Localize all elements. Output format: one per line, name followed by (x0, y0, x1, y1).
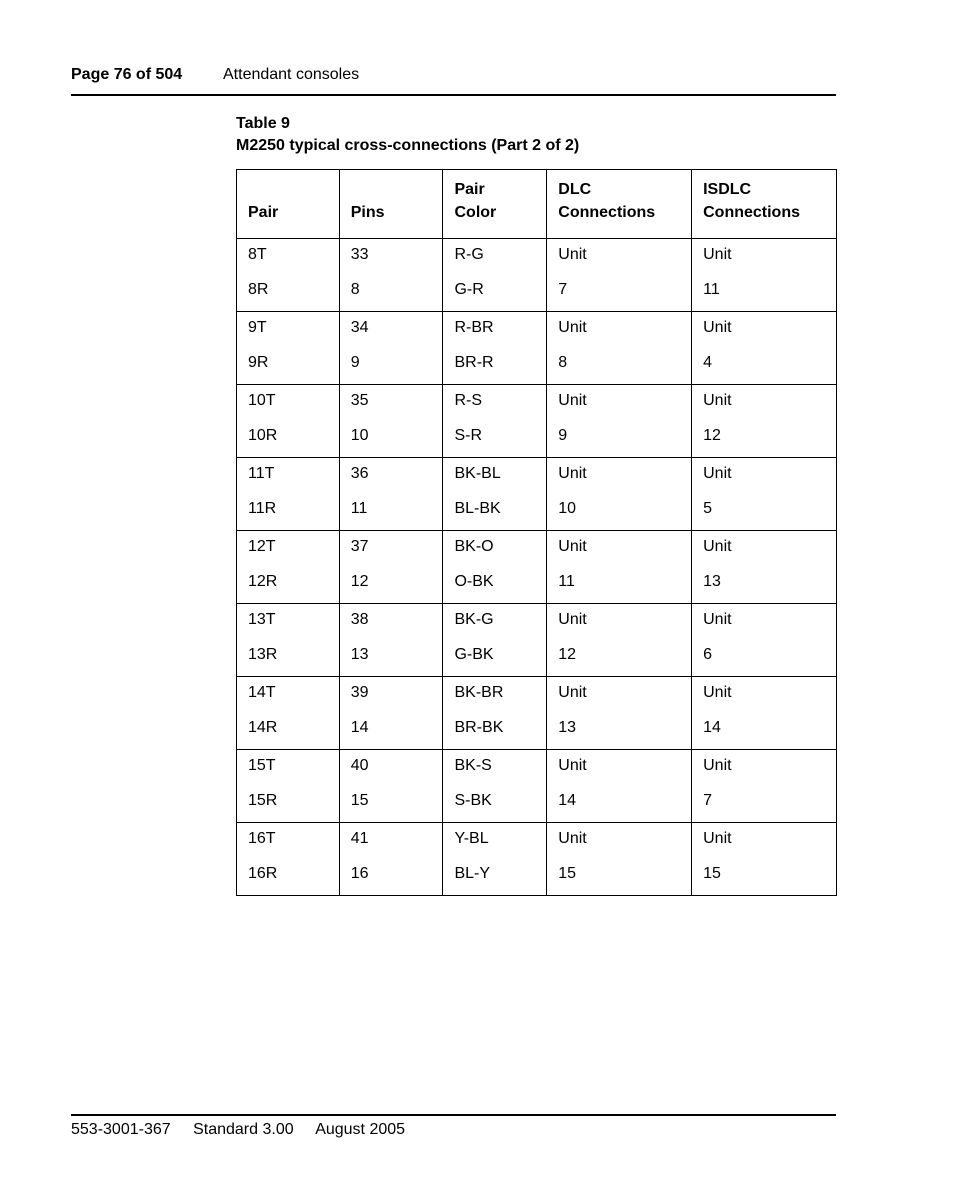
table-label: Table 9 (236, 115, 290, 132)
cell-pair-top: 14T (248, 684, 276, 701)
cell-isdlc-top: Unit (703, 246, 732, 263)
cell-pins (339, 458, 443, 531)
cell-pair-bottom: 12R (248, 573, 278, 590)
cell-dlc-top: Unit (558, 392, 587, 409)
cell-pins-top: 39 (350, 684, 369, 701)
table-title: M2250 typical cross-connections (Part 2 of 2) (236, 137, 580, 154)
page-header (71, 66, 836, 96)
cell-dlc-bottom: 9 (558, 427, 568, 444)
cell-dlc (547, 823, 692, 896)
standard-version: Standard 3.00 (193, 1121, 294, 1138)
cell-dlc-top: Unit (558, 538, 587, 555)
cell-isdlc-bottom: 15 (703, 865, 721, 882)
page-footer (71, 1114, 836, 1139)
cell-dlc (547, 385, 692, 458)
cell-dlc-bottom: 8 (558, 354, 568, 371)
cell-pair (237, 385, 340, 458)
cell-pins-top: 34 (350, 319, 369, 336)
cell-pins-bottom: 11 (350, 500, 368, 517)
cell-pins-top: 40 (350, 757, 369, 774)
table-caption (236, 113, 579, 157)
column-header-pair-color: Pair Color (443, 170, 547, 239)
cell-pins (339, 677, 443, 750)
cell-isdlc (692, 312, 837, 385)
cell-color-top: BK-BR (454, 684, 504, 701)
cell-color (443, 312, 547, 385)
cell-pins-bottom: 10 (350, 427, 369, 444)
cell-dlc-bottom: 15 (558, 865, 577, 882)
page-number: Page 76 of 504 (71, 66, 183, 83)
cell-pair-top: 9T (248, 319, 267, 336)
cell-isdlc (692, 385, 837, 458)
cell-pair-top: 8T (248, 246, 267, 263)
table-row (237, 239, 837, 312)
cross-connections-table (236, 169, 837, 896)
cell-color-bottom: G-R (454, 281, 484, 298)
cell-pins (339, 385, 443, 458)
cell-pair-bottom: 16R (248, 865, 278, 882)
cell-pins-top: 35 (350, 392, 369, 409)
cell-pair-bottom: 15R (248, 792, 278, 809)
cell-pins-bottom: 13 (350, 646, 369, 663)
cell-isdlc (692, 239, 837, 312)
cell-isdlc-bottom: 7 (703, 792, 713, 809)
cell-color-top: BK-BL (454, 465, 501, 482)
cell-pair-bottom: 11R (248, 500, 277, 517)
cell-pair-top: 15T (248, 757, 276, 774)
cell-dlc-top: Unit (558, 611, 587, 628)
cell-isdlc-bottom: 11 (703, 281, 720, 298)
cell-pair (237, 750, 340, 823)
cell-pins-bottom: 14 (350, 719, 369, 736)
table-row (237, 458, 837, 531)
cell-color-top: BK-S (454, 757, 492, 774)
cell-isdlc-bottom: 5 (703, 500, 713, 517)
cell-color (443, 604, 547, 677)
cell-color-bottom: BL-BK (454, 500, 501, 517)
cell-dlc-bottom: 7 (558, 281, 568, 298)
cell-color-top: R-G (454, 246, 484, 263)
cell-color (443, 458, 547, 531)
table-row (237, 677, 837, 750)
cell-dlc (547, 531, 692, 604)
cell-isdlc-top: Unit (703, 757, 732, 774)
cell-isdlc (692, 458, 837, 531)
cell-pair-top: 10T (248, 392, 276, 409)
cell-dlc (547, 239, 692, 312)
cell-color-bottom: S-BK (454, 792, 492, 809)
cell-isdlc-top: Unit (703, 392, 732, 409)
column-header-dlc-connections: DLC Connections (547, 170, 692, 239)
cell-pins-bottom: 9 (350, 354, 360, 371)
cell-isdlc-bottom: 13 (703, 573, 721, 590)
table-row (237, 823, 837, 896)
cell-dlc (547, 677, 692, 750)
cell-pair-bottom: 14R (248, 719, 278, 736)
cell-isdlc (692, 750, 837, 823)
cell-dlc-bottom: 14 (558, 792, 577, 809)
cell-pair-top: 13T (248, 611, 276, 628)
cell-color (443, 239, 547, 312)
cell-pair-top: 11T (248, 465, 275, 482)
cell-dlc-bottom: 12 (558, 646, 577, 663)
cell-dlc-top: Unit (558, 319, 587, 336)
cell-color-bottom: G-BK (454, 646, 494, 663)
cell-isdlc-bottom: 14 (703, 719, 721, 736)
cell-pair (237, 823, 340, 896)
cell-dlc-bottom: 10 (558, 500, 577, 517)
cell-pins-bottom: 8 (350, 281, 360, 298)
cell-dlc-top: Unit (558, 757, 587, 774)
cell-color-bottom: O-BK (454, 573, 494, 590)
cell-pins-top: 36 (350, 465, 369, 482)
section-title: Attendant consoles (223, 66, 360, 83)
cell-pair-bottom: 9R (248, 354, 269, 371)
table-row (237, 604, 837, 677)
table-row (237, 750, 837, 823)
cell-dlc-top: Unit (558, 684, 587, 701)
column-header-pair: Pair (237, 170, 340, 239)
cell-color-top: BK-G (454, 611, 494, 628)
cell-isdlc-bottom: 12 (703, 427, 721, 444)
table-header-row (237, 170, 837, 239)
cell-isdlc-top: Unit (703, 319, 732, 336)
cell-pair (237, 458, 340, 531)
cell-dlc-top: Unit (558, 246, 587, 263)
cell-isdlc-bottom: 6 (703, 646, 713, 663)
cell-isdlc-top: Unit (703, 684, 732, 701)
cell-pair (237, 312, 340, 385)
cell-pair-bottom: 13R (248, 646, 278, 663)
cell-color-bottom: BL-Y (454, 865, 491, 882)
cell-color (443, 385, 547, 458)
publication-date: August 2005 (315, 1121, 406, 1138)
cell-dlc (547, 604, 692, 677)
document-number: 553-3001-367 (71, 1121, 171, 1138)
cell-pins (339, 604, 443, 677)
cell-pair (237, 531, 340, 604)
cell-color-top: R-BR (454, 319, 494, 336)
cell-color (443, 823, 547, 896)
cell-pins (339, 531, 443, 604)
cell-dlc (547, 312, 692, 385)
cell-pins (339, 823, 443, 896)
cell-isdlc-top: Unit (703, 538, 732, 555)
cell-pins (339, 239, 443, 312)
cell-color-bottom: BR-R (454, 354, 494, 371)
cell-color (443, 677, 547, 750)
cell-pair-bottom: 10R (248, 427, 278, 444)
cell-isdlc (692, 823, 837, 896)
cell-pair (237, 604, 340, 677)
cell-pins-top: 38 (350, 611, 369, 628)
cell-pins (339, 312, 443, 385)
cell-pins (339, 750, 443, 823)
table-row (237, 385, 837, 458)
cell-dlc (547, 458, 692, 531)
cell-dlc-top: Unit (558, 830, 587, 847)
cell-pins-bottom: 15 (350, 792, 369, 809)
cell-pair (237, 239, 340, 312)
cell-pins-top: 41 (350, 830, 369, 847)
cell-pins-top: 33 (350, 246, 369, 263)
cell-pins-top: 37 (350, 538, 369, 555)
table-row (237, 312, 837, 385)
cell-isdlc (692, 604, 837, 677)
cell-isdlc-top: Unit (703, 830, 732, 847)
cell-dlc-bottom: 13 (558, 719, 577, 736)
cell-pair-top: 16T (248, 830, 276, 847)
cell-color-top: Y-BL (454, 830, 489, 847)
cell-isdlc (692, 677, 837, 750)
cell-pair-bottom: 8R (248, 281, 269, 298)
cell-color (443, 750, 547, 823)
cell-color-top: BK-O (454, 538, 494, 555)
cell-color-bottom: BR-BK (454, 719, 504, 736)
cell-dlc-top: Unit (558, 465, 587, 482)
cell-pair (237, 677, 340, 750)
cell-pair-top: 12T (248, 538, 276, 555)
cell-dlc (547, 750, 692, 823)
cell-isdlc-bottom: 4 (703, 354, 713, 371)
cell-color (443, 531, 547, 604)
cell-pins-bottom: 12 (350, 573, 369, 590)
column-header-pins: Pins (339, 170, 443, 239)
table-row (237, 531, 837, 604)
column-header-isdlc-connections: ISDLC Connections (692, 170, 837, 239)
cell-color-top: R-S (454, 392, 483, 409)
cell-color-bottom: S-R (454, 427, 483, 444)
cell-dlc-bottom: 11 (558, 573, 575, 590)
cell-isdlc-top: Unit (703, 465, 732, 482)
cell-isdlc-top: Unit (703, 611, 732, 628)
cell-isdlc (692, 531, 837, 604)
cell-pins-bottom: 16 (350, 865, 369, 882)
